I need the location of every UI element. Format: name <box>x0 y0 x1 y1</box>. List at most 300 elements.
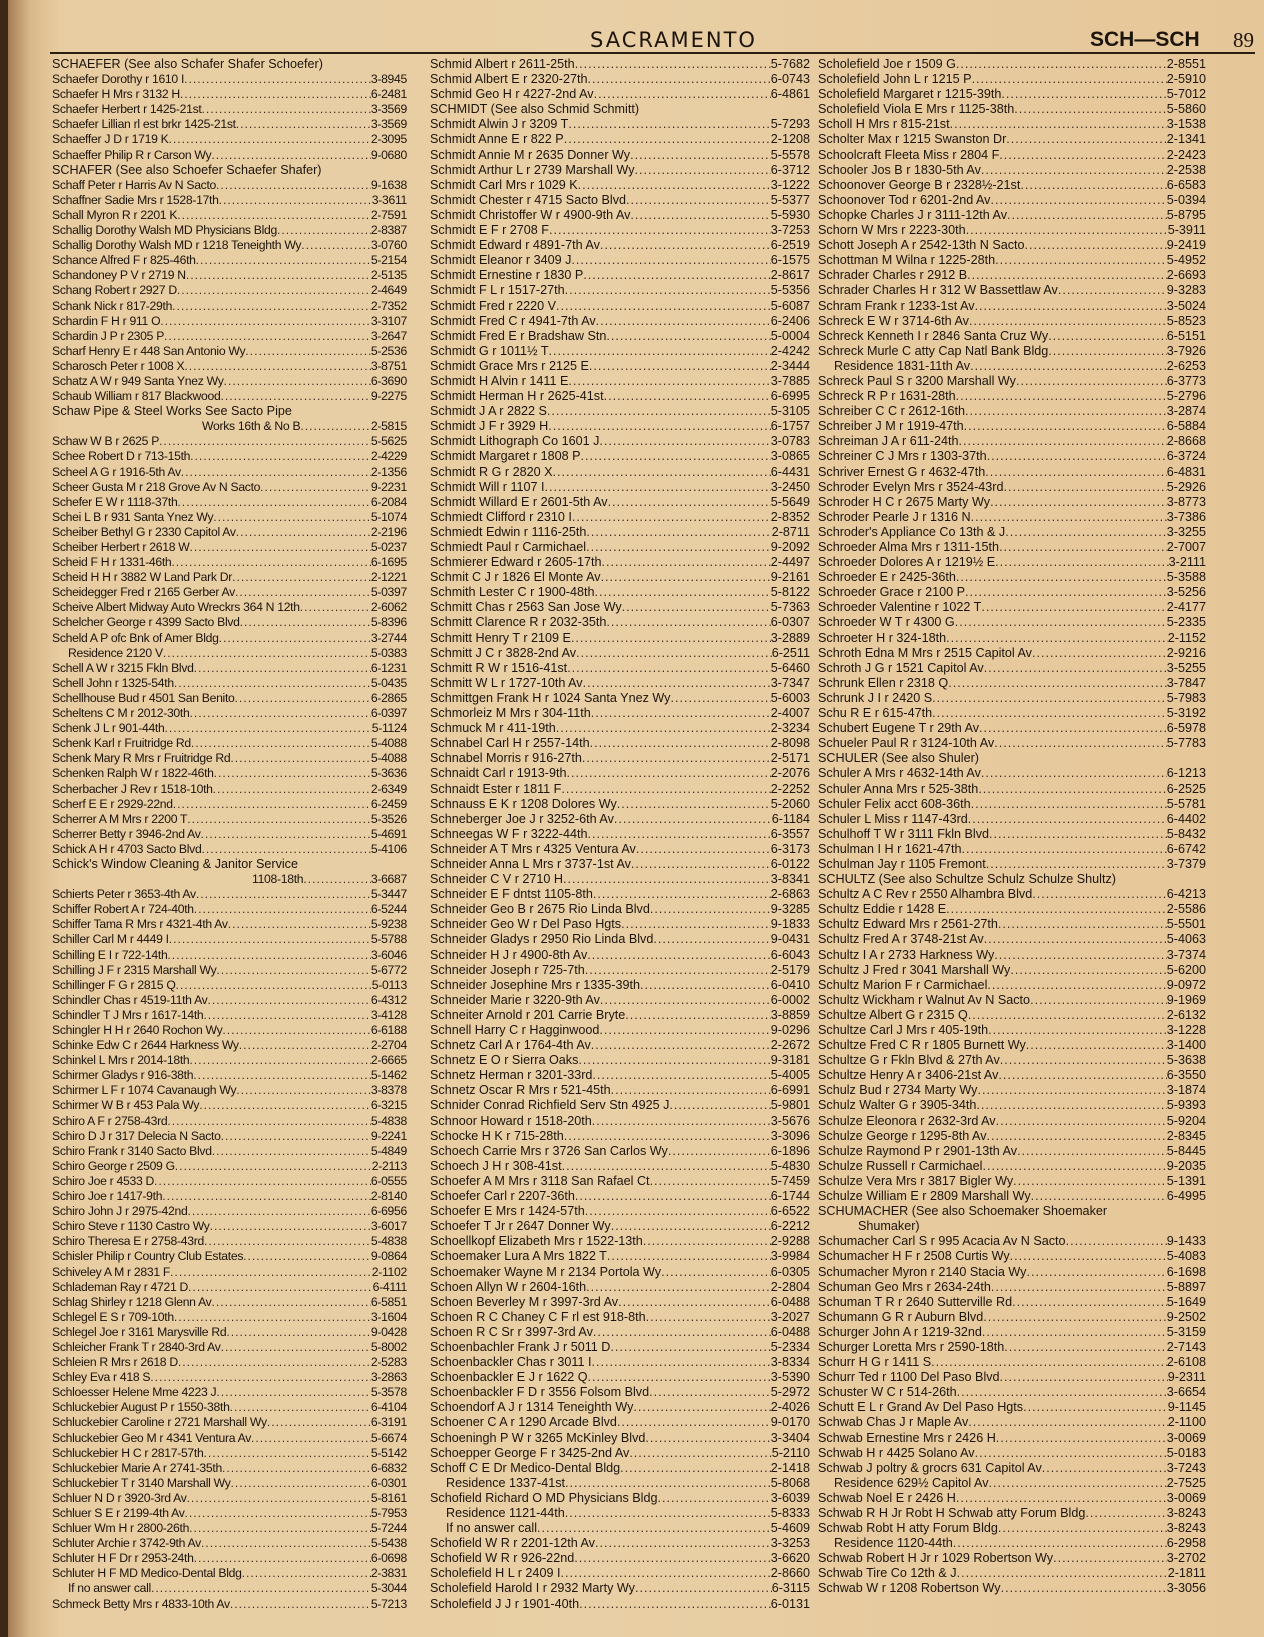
listing-name: Schuman T R r 2640 Sutterville Rd <box>818 1294 1013 1309</box>
leader-dots <box>990 495 1167 510</box>
listing-name: Scheld A P ofc Bnk of Amer Bldg <box>52 630 219 645</box>
leader-dots <box>219 193 372 208</box>
leader-dots <box>629 1446 771 1461</box>
listing-name: Schumacher Myron r 2140 Stacia Wy <box>818 1264 1027 1279</box>
leader-dots <box>975 1446 1167 1461</box>
listing-name: Works 16th & No B <box>202 419 301 434</box>
leader-dots <box>588 1370 771 1385</box>
listing-entry <box>52 1415 407 1430</box>
leader-dots <box>591 1038 771 1053</box>
listing-name: Schulman Jay r 1105 Fremont <box>818 856 986 871</box>
leader-dots <box>988 1023 1167 1038</box>
leader-dots <box>987 1129 1167 1144</box>
leader-dots <box>588 827 771 842</box>
phone-number: 6-6583 <box>1166 177 1206 192</box>
listing-name: Schottman M Wilna r 1225-28th <box>818 253 996 268</box>
listing-name: Schmidt Fred E r Bradshaw Stn <box>430 328 607 343</box>
listing-name: Schardin J P r 2305 P <box>52 328 165 343</box>
listing-name: Scheid F H r 1331-46th <box>52 555 172 570</box>
phone-number: 2-5135 <box>370 268 407 283</box>
phone-number: 3-2874 <box>1166 404 1206 419</box>
listing-name: Schallig Dorothy Walsh MD r 1218 Teneighth Wy <box>52 238 302 253</box>
listing-name: Schnider Conrad Richfield Serv Stn 4925 J <box>430 1098 670 1113</box>
leader-dots <box>582 751 771 766</box>
phone-number: 3-6620 <box>770 1551 810 1566</box>
phone-number: 3-6046 <box>370 947 407 962</box>
leader-dots <box>561 782 770 797</box>
listing-entry <box>818 1491 1206 1506</box>
leader-dots <box>251 1431 371 1446</box>
listing-entry <box>818 1265 1206 1280</box>
leader-dots <box>594 87 771 102</box>
listing-name: Schoener C A r 1290 Arcade Blvd <box>430 1415 617 1430</box>
phone-number: 6-6522 <box>770 1204 810 1219</box>
listing-name: Schneider Geo W r Del Paso Hgts <box>430 917 622 932</box>
leader-dots <box>211 148 371 163</box>
listing-name: Schlademan Ray r 4721 D <box>52 1279 189 1294</box>
listing-entry <box>818 283 1206 298</box>
phone-number: 3-7847 <box>1166 675 1206 690</box>
listing-entry <box>430 1249 810 1264</box>
phone-number: 6-0002 <box>770 992 810 1007</box>
phone-number: 5-5438 <box>370 1536 407 1551</box>
phone-number: 6-3191 <box>370 1415 407 1430</box>
listing-entry <box>52 691 407 706</box>
listing-name: Schnaidt Ester r 1811 F <box>430 781 562 796</box>
listing-entry <box>52 72 407 87</box>
listing-name: Scharf Henry E r 448 San Antonio Wy <box>52 343 246 358</box>
listing-entry <box>818 1083 1206 1098</box>
leader-dots <box>212 1144 371 1159</box>
phone-number: 5-1124 <box>371 721 407 736</box>
leader-dots <box>595 585 771 600</box>
phone-number: 3-2111 <box>1168 555 1206 570</box>
phone-number: 2-2423 <box>1166 147 1206 162</box>
listing-name: Schmidt J F r 3929 H <box>430 419 549 434</box>
listing-name: Schley Eva r 418 S <box>52 1370 151 1385</box>
listing-entry <box>430 1431 810 1446</box>
leader-dots <box>177 208 371 223</box>
phone-number: 2-4229 <box>370 449 407 464</box>
phone-number: 5-3105 <box>770 404 810 419</box>
listing-entry <box>818 1476 1206 1491</box>
listing-entry <box>430 389 810 404</box>
listing-entry <box>818 646 1206 661</box>
phone-number: 5-3044 <box>370 1581 407 1596</box>
listing-entry <box>430 344 810 359</box>
listing-name: Schmidt Edward r 4891-7th Av <box>430 238 600 253</box>
listing-name: Residence 1120-44th <box>834 1536 953 1551</box>
listing-name: Schneider Joseph r 725-7th <box>430 962 585 977</box>
leader-dots <box>670 691 770 706</box>
listing-entry <box>818 1400 1206 1415</box>
listing-entry <box>430 963 810 978</box>
listing-name: Schumacher Carl S r 995 Acacia Av N Sacto <box>818 1234 1066 1249</box>
listing-entry <box>430 646 810 661</box>
listing-entry <box>430 631 810 646</box>
listing-name: Schulze Raymond P r 2901-13th Av <box>818 1143 1018 1158</box>
listing-name: Schenk Karl r Fruitridge Rd <box>52 736 191 751</box>
listing-name: Schwab Ernestine Mrs r 2426 H <box>818 1430 996 1445</box>
listing-entry <box>52 525 407 540</box>
leader-dots <box>174 1310 371 1325</box>
phone-number: 6-0301 <box>370 1475 407 1490</box>
listing-name: Schlegel Joe r 3161 Marysville Rd <box>52 1324 227 1339</box>
phone-number: 3-0069 <box>1166 1490 1206 1505</box>
leader-dots <box>303 872 371 887</box>
phone-number: 5-8002 <box>370 1339 407 1354</box>
phone-number: 6-3557 <box>770 826 810 841</box>
phone-number: 5-4083 <box>1166 1249 1206 1264</box>
leader-dots <box>185 1506 371 1521</box>
phone-number: 6-1744 <box>770 1189 810 1204</box>
phone-number: 5-5501 <box>1166 917 1206 932</box>
listing-entry <box>52 1566 407 1581</box>
listing-name: Schang Robert r 2927 D <box>52 283 177 298</box>
leader-dots <box>184 359 370 374</box>
leader-dots <box>1058 283 1167 298</box>
listing-name: Schulze William E r 2809 Marshall Wy <box>818 1189 1031 1204</box>
listing-entry <box>52 646 407 661</box>
listing-entry <box>430 585 810 600</box>
listing-name: Schroeder W T r 4300 G <box>818 615 955 630</box>
listing-entry <box>52 751 407 766</box>
leader-dots <box>950 117 1167 132</box>
phone-number: 6-2212 <box>770 1219 810 1234</box>
leader-dots <box>946 902 1167 917</box>
leader-dots <box>661 1265 771 1280</box>
leader-dots <box>635 1581 772 1596</box>
leader-dots <box>167 1114 371 1129</box>
listing-name: Schulz Walter G r 3905-34th <box>818 1098 977 1113</box>
listing-entry <box>430 359 810 374</box>
listing-entry <box>52 812 407 827</box>
listing-entry <box>430 1068 810 1083</box>
listing-name: If no answer call <box>446 1521 537 1536</box>
phone-number: 3-6687 <box>370 872 407 887</box>
phone-number: 6-2525 <box>1166 781 1206 796</box>
listing-name: Schubert Eugene T r 29th Av <box>818 721 980 736</box>
listing-name: Schaw W B r 2625 P <box>52 434 160 449</box>
leader-dots <box>1048 329 1167 344</box>
listing-name: Schleien R Mrs r 2618 D <box>52 1355 178 1370</box>
listing-entry <box>52 570 407 585</box>
phone-number: 3-1222 <box>770 177 810 192</box>
phone-number: 9-2241 <box>370 1128 407 1143</box>
listing-name: Schultz Edward Mrs r 2561-27th <box>818 917 998 932</box>
leader-dots <box>607 1249 771 1264</box>
listing-entry <box>818 193 1206 208</box>
listing-name: Schluckebier Caroline r 2721 Marshall Wy <box>52 1415 267 1430</box>
listing-entry <box>818 1581 1206 1596</box>
listing-name: Schoonover George B r 2328½-21st <box>818 177 1021 192</box>
leader-dots <box>177 495 370 510</box>
leader-dots <box>219 631 371 646</box>
phone-number: 6-2511 <box>771 645 810 660</box>
listing-name: Schneider Gladys r 2950 Rio Linda Blvd <box>430 932 654 947</box>
leader-dots <box>999 148 1167 163</box>
leader-dots <box>201 842 370 857</box>
phone-number: 6-1896 <box>770 1143 810 1158</box>
phone-number: 5-4106 <box>370 841 407 856</box>
leader-dots <box>203 1008 370 1023</box>
listing-name: Schroder Pearle J r 1316 N <box>818 509 971 524</box>
leader-dots <box>987 449 1167 464</box>
listing-entry <box>52 963 407 978</box>
listing-name: Schroeter H r 324-18th <box>818 630 947 645</box>
listing-entry <box>52 283 407 298</box>
listing-name: Schroeder E r 2425-36th <box>818 570 956 585</box>
listing-name: Schultze Henry A r 3406-21st Av <box>818 1068 999 1083</box>
listing-name: Schallig Dorothy Walsh MD Physicians Bldg <box>52 223 277 238</box>
leader-dots <box>574 1551 771 1566</box>
book-binding-edge <box>0 0 8 1637</box>
listing-name: Schoff C E Dr Medico-Dental Bldg <box>430 1460 621 1475</box>
leader-dots <box>235 691 371 706</box>
listing-name: Schaefer H Mrs r 3132 H <box>52 87 180 102</box>
leader-dots <box>184 72 371 87</box>
listing-entry <box>818 857 1206 872</box>
phone-number: 2-4242 <box>770 343 810 358</box>
listing-name: Schorn W Mrs r 2223-30th <box>818 223 966 238</box>
listing-name: Schoemaker Lura A Mrs 1822 T <box>430 1249 607 1264</box>
listing-name: Schmidt Alwin J r 3209 T <box>430 117 569 132</box>
listing-name: Schiro A F r 2758-43rd <box>52 1113 168 1128</box>
listing-entry <box>430 1204 810 1219</box>
phone-number: 9-2161 <box>770 570 810 585</box>
leader-dots <box>188 1280 373 1295</box>
phone-number: 3-7926 <box>1166 343 1206 358</box>
listing-name: Schoellkopf Elizabeth Mrs r 1522-13th <box>430 1234 643 1249</box>
listing-name: Schneegas W F r 3222-44th <box>430 826 588 841</box>
listing-name: Schenk Mary R Mrs r Fruitridge Rd <box>52 751 231 766</box>
phone-number: 6-3773 <box>1166 373 1206 388</box>
leader-dots <box>586 525 771 540</box>
leader-dots <box>983 1310 1167 1325</box>
listing-name: Schierts Peter r 3653-4th Av <box>52 887 196 902</box>
leader-dots <box>588 72 771 87</box>
listing-entry <box>818 1340 1206 1355</box>
listing-entry <box>52 1234 407 1249</box>
phone-number: 2-6349 <box>370 781 407 796</box>
listing-entry <box>818 1310 1206 1325</box>
phone-number: 9-2311 <box>1167 1370 1206 1385</box>
listing-name: Schoemaker Wayne M r 2134 Portola Wy <box>430 1264 662 1279</box>
phone-number: 3-8751 <box>370 358 407 373</box>
phone-number: 5-5860 <box>1166 102 1206 117</box>
listing-entry <box>52 1370 407 1385</box>
listing-name: Schultze Albert G r 2315 Q <box>818 1007 968 1022</box>
phone-number: 2-4497 <box>770 555 810 570</box>
leader-dots <box>187 1491 371 1506</box>
leader-dots <box>975 299 1167 314</box>
listing-entry <box>52 223 407 238</box>
listing-name: Schmitt W L r 1727-10th Av <box>430 675 583 690</box>
listing-entry <box>818 434 1206 449</box>
listing-entry <box>818 314 1206 329</box>
listing-entry <box>52 117 407 132</box>
phone-number: 3-2889 <box>770 630 810 645</box>
leader-dots <box>194 661 371 676</box>
listing-name: Schopke Charles J r 3111-12th Av <box>818 207 1008 222</box>
leader-dots <box>645 1431 770 1446</box>
phone-number: 5-5649 <box>770 494 810 509</box>
listing-name: Schlegel E S r 709-10th <box>52 1309 174 1324</box>
listing-entry <box>52 917 407 932</box>
listing-name: Schell A W r 3215 Fkln Blvd <box>52 660 194 675</box>
listing-name: Schroeder Alma Mrs r 1311-15th <box>818 540 1000 554</box>
phone-number: 5-9204 <box>1166 1113 1206 1128</box>
phone-number: 2-2704 <box>370 1038 407 1053</box>
listing-entry <box>818 540 1206 555</box>
listing-name: Schrader Charles H r 312 W Bassettlaw Av <box>818 283 1058 298</box>
listing-name: Schnauss E K r 1208 Dolores Wy <box>430 796 617 811</box>
leader-dots <box>606 615 770 630</box>
leader-dots <box>196 253 371 268</box>
leader-dots <box>174 676 371 691</box>
listing-name: Scherrer Betty r 3946-2nd Av <box>52 826 201 841</box>
leader-dots <box>965 404 1167 419</box>
phone-number: 2-8098 <box>770 736 810 751</box>
phone-number: 2-5586 <box>1166 902 1206 917</box>
listing-name: Schrunk Ellen r 2318 Q <box>818 675 949 690</box>
phone-number: 5-4609 <box>770 1521 810 1536</box>
leader-dots <box>224 374 371 389</box>
listing-name: Schwab Tire Co 12th & J <box>818 1566 957 1581</box>
leader-dots <box>242 1566 371 1581</box>
listing-entry <box>52 600 407 615</box>
listing-name: Scholter Max r 1215 Swanston Dr <box>818 132 1007 147</box>
listing-entry <box>52 736 407 751</box>
phone-number: 5-1074 <box>370 509 407 524</box>
phone-number: 6-1575 <box>770 253 810 268</box>
phone-number: 3-3255 <box>1166 524 1206 539</box>
phone-number: 6-0555 <box>370 1173 407 1188</box>
leader-dots <box>221 1340 371 1355</box>
phone-number: 5-7213 <box>370 1596 407 1611</box>
listing-name: Schmidt Chester r 4715 Sacto Blvd <box>430 192 626 207</box>
listing-entry <box>430 72 810 87</box>
listing-name: Schmith Lester C r 1900-48th <box>430 585 595 600</box>
listing-name: Scholefield Joe r 1509 G <box>818 57 956 71</box>
listing-entry <box>818 661 1206 676</box>
listing-entry <box>430 978 810 993</box>
listing-entry <box>52 827 407 842</box>
listing-entry <box>818 1446 1206 1461</box>
listing-name: Schiffer Tama R Mrs r 4321-4th Av <box>52 917 228 932</box>
listing-name: Schultz Wickham r Walnut Av N Sacto <box>818 992 1031 1007</box>
listing-name: Schmid Albert E r 2320-27th <box>430 72 588 87</box>
leader-dots <box>572 510 771 525</box>
leader-dots <box>982 1159 1166 1174</box>
listing-name: Schumann G R r Auburn Blvd <box>818 1309 984 1324</box>
phone-number: 9-2092 <box>770 540 810 554</box>
leader-dots <box>630 208 770 223</box>
listing-name: Schreiner C J Mrs r 1303-37th <box>818 449 987 464</box>
phone-number: 5-2334 <box>770 1339 810 1354</box>
phone-number: 3-8341 <box>770 872 810 887</box>
leader-dots <box>1042 1461 1167 1476</box>
leader-dots <box>966 223 1168 238</box>
phone-number: 2-6665 <box>370 1053 407 1068</box>
phone-number: 5-4005 <box>770 1068 810 1083</box>
leader-dots <box>590 736 771 751</box>
leader-dots <box>235 585 371 600</box>
phone-number: 3-3096 <box>770 1128 810 1143</box>
leader-dots <box>585 1204 771 1219</box>
listing-name: Schilling J F r 2315 Marshall Wy <box>52 962 217 977</box>
phone-number: 5-3911 <box>1167 223 1206 238</box>
leader-dots <box>977 1083 1166 1098</box>
leader-dots <box>996 1431 1167 1446</box>
leader-dots <box>565 283 771 298</box>
listing-entry <box>52 676 407 691</box>
listing-entry <box>430 374 810 389</box>
listing-name: Schoen R C Sr r 3997-3rd Av <box>430 1324 593 1339</box>
listing-name: Schuster W C r 514-26th <box>818 1385 957 1400</box>
phone-number: 9-0864 <box>370 1249 407 1264</box>
listing-name: Schluter H F MD Medico-Dental Bldg <box>52 1566 242 1581</box>
listing-name: Schisler Philip r Country Club Estates <box>52 1249 244 1264</box>
listing-name: Schwab Robt H atty Forum Bldg <box>818 1521 998 1536</box>
leader-dots <box>564 132 771 147</box>
phone-number: 3-8859 <box>770 1007 810 1022</box>
phone-number: 6-1698 <box>1166 1264 1206 1279</box>
phone-number: 5-0113 <box>371 977 407 992</box>
leader-dots <box>230 1597 371 1612</box>
page-number: 89 <box>1233 28 1254 52</box>
listing-name: Schirmer W B r 453 Pala Wy <box>52 1098 200 1113</box>
listing-name: Schmidt Margaret r 1808 P <box>430 449 581 464</box>
listing-name: Schmidt Willard E r 2601-5th Av <box>430 494 608 509</box>
listing-name: Schluter H F Dr r 2953-24th <box>52 1551 194 1566</box>
listing-entry <box>818 102 1206 117</box>
listing-entry <box>430 1597 810 1612</box>
listing-entry <box>430 1144 810 1159</box>
listing-name: Schmidt J A r 2822 S <box>430 404 547 419</box>
leader-dots <box>585 963 771 978</box>
leader-dots <box>994 948 1167 963</box>
listing-name: Schoenbackler F D r 3556 Folsom Blvd <box>430 1385 650 1400</box>
listing-name: Schwab Chas J r Maple Av <box>818 1415 969 1430</box>
leader-dots <box>150 1370 371 1385</box>
listing-entry <box>52 615 407 630</box>
phone-number: 5-7012 <box>1166 87 1206 102</box>
phone-number: 2-8140 <box>370 1189 407 1204</box>
leader-dots <box>154 1174 371 1189</box>
listing-entry <box>430 434 810 449</box>
listing-name: Scheltens C M r 2012-30th <box>52 706 190 721</box>
listing-entry <box>430 1129 810 1144</box>
listing-entry <box>52 993 407 1008</box>
phone-number: 5-7983 <box>1166 690 1206 705</box>
listing-name: Schluckebier Marie A r 2741-35th <box>52 1460 222 1475</box>
listing-name: Schiro D J r 317 Delecia N Sacto <box>52 1128 221 1143</box>
listing-entry <box>52 178 407 193</box>
listing-name: Schofield Richard O MD Physicians Bldg <box>430 1490 658 1505</box>
leader-dots <box>657 1491 770 1506</box>
listing-entry <box>52 1098 407 1113</box>
listing-entry <box>430 993 810 1008</box>
listing-entry <box>52 1551 407 1566</box>
listing-entry <box>52 1144 407 1159</box>
listing-entry <box>430 872 810 887</box>
listing-entry <box>430 193 810 208</box>
listing-name: Schultz Fred A r 3748-21st Av <box>818 932 984 947</box>
listing-entry <box>52 1506 407 1521</box>
phone-number: 3-2702 <box>1166 1551 1206 1566</box>
listing-entry <box>818 1536 1206 1551</box>
